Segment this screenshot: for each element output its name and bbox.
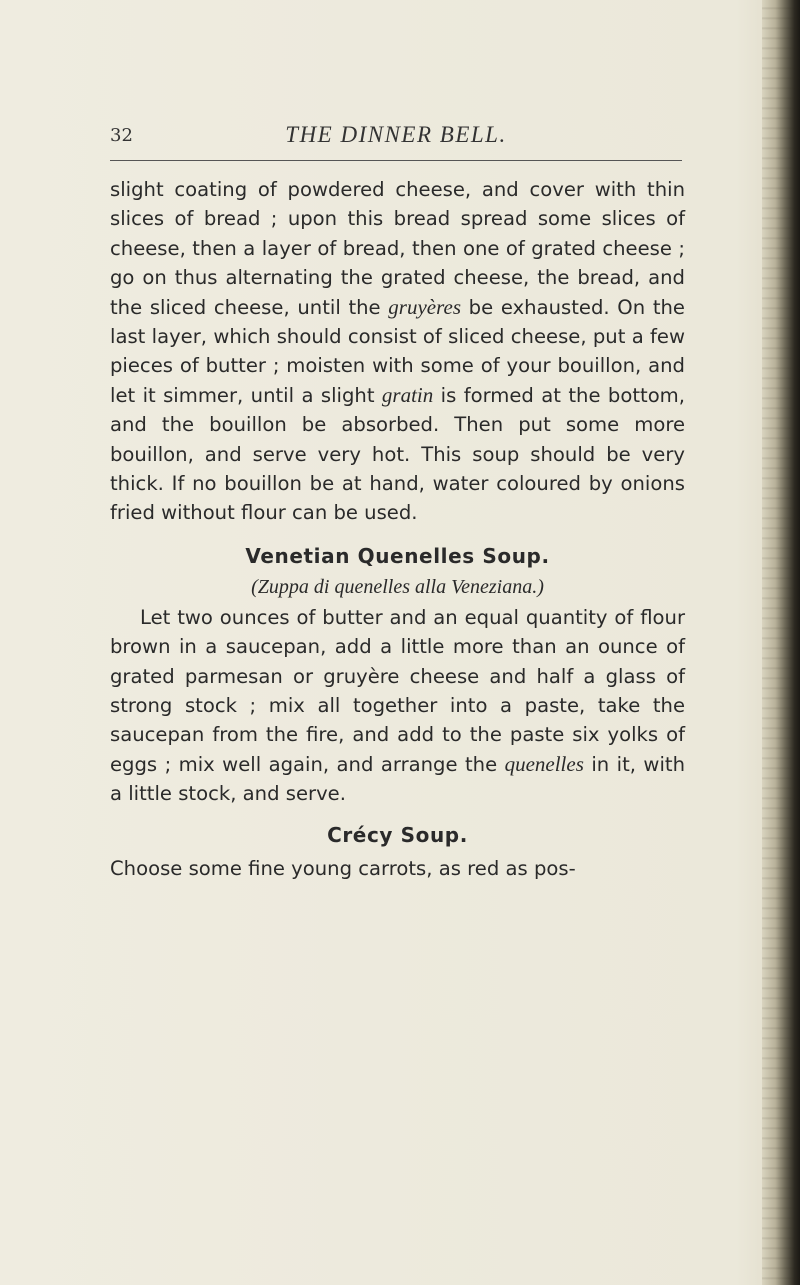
recipe-subheading-italian: (Zuppa di quenelles alla Veneziana.) bbox=[251, 576, 544, 599]
header-rule bbox=[110, 160, 682, 161]
page-number: 32 bbox=[110, 125, 133, 146]
page-edge-shadow bbox=[762, 0, 800, 1285]
recipe-heading-venetian-quenelles: Venetian Quenelles Soup. bbox=[245, 543, 550, 568]
italic-term-quenelles: quenelles bbox=[504, 751, 584, 776]
italic-term-gruyeres: gruyères bbox=[388, 294, 461, 319]
page-body bbox=[110, 175, 685, 883]
italic-term-gratin: gratin bbox=[381, 382, 434, 407]
recipe-heading-crecy-soup: Crécy Soup. bbox=[327, 822, 468, 847]
page-header bbox=[110, 117, 682, 157]
paragraph-crecy-soup: Choose some fine young carrots, as red as pos- bbox=[110, 856, 576, 880]
text-run: be exhausted. On the last layer, which should consist of sliced cheese, put a few pieces of butter ; moisten with some of your bouillon, and let it simmer, until a slight bbox=[110, 295, 685, 407]
paragraph-venetian-quenelles bbox=[110, 603, 685, 809]
paragraph-gruyere-soup-continued bbox=[110, 175, 685, 528]
text-run: in it, with a little stock, and serve. bbox=[110, 752, 685, 806]
text-run: Let two ounces of butter and an equal quantity of flour brown in a saucepan, add a little more than an ounce of grated parmesan or gruyère cheese and half a glass of strong stock ; mix all together into a paste, take the saucepan from the fire, and add to the paste six yolks of eggs ; mix well again, and arrange the bbox=[110, 605, 685, 776]
text-run: is formed at the bottom, and the bouillon be absorbed. Then put some more bouillon, and serve very hot. This soup should be very thick. If no bouillon be at hand, water coloured by onions fried without flour can be used. bbox=[110, 383, 685, 525]
text-run: slight coating of powdered cheese, and cover with thin slices of bread ; upon this bread spread some slices of cheese, then a layer of bread, then one of grated cheese ; go on thus alternating the grated cheese, the bread, and the sliced cheese, until the bbox=[110, 178, 685, 319]
running-title: THE DINNER BELL. bbox=[285, 122, 507, 147]
